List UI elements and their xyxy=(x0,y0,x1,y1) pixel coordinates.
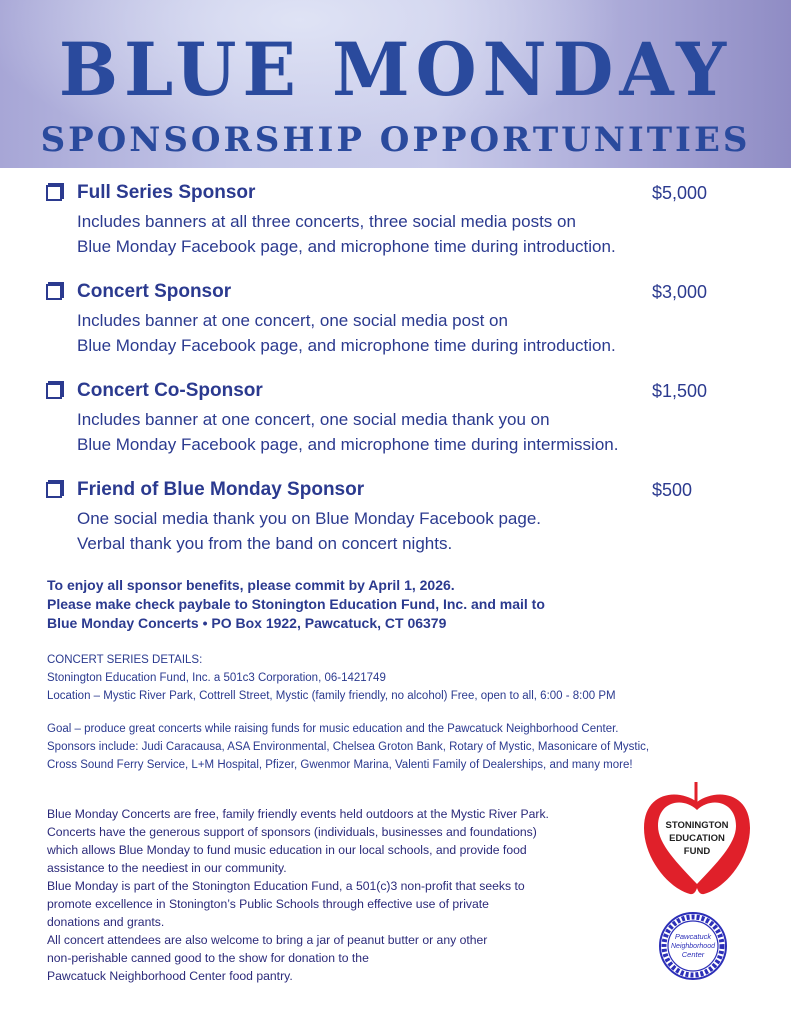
tier-concert-co-sponsor xyxy=(46,379,726,457)
about-line: donations and grants. xyxy=(47,915,165,929)
tier-desc-line: Blue Monday Facebook page, and microphone time during introduction. xyxy=(77,336,616,355)
checkbox-icon[interactable] xyxy=(46,284,62,300)
commit-line: To enjoy all sponsor benefits, please commit by April 1, 2026. xyxy=(47,577,455,593)
tier-desc-line: Includes banner at one concert, one social media thank you on xyxy=(77,410,550,429)
tier-name: Friend of Blue Monday Sponsor xyxy=(77,479,365,500)
about-line: Pawcatuck Neighborhood Center food pantry. xyxy=(47,969,293,983)
commit-instructions xyxy=(47,576,545,633)
tier-name: Concert Sponsor xyxy=(77,281,232,302)
header-banner xyxy=(0,0,791,168)
about-line: promote excellence in Stonington’s Public Schools through effective use of private xyxy=(47,897,489,911)
checkbox-icon[interactable] xyxy=(46,383,62,399)
tier-name: Concert Co-Sponsor xyxy=(77,380,263,401)
pawcatuck-neighborhood-center-seal xyxy=(657,910,729,982)
seal-text: Center xyxy=(681,950,705,959)
sponsors-line: Sponsors include: Judi Caracausa, ASA Environmental, Chelsea Groton Bank, Rotary of Mystic, Masonicare of Mystic, xyxy=(47,741,650,753)
tier-price: $1,500 xyxy=(652,381,708,401)
page-subtitle: SPONSORSHIP OPPORTUNITIES xyxy=(40,120,751,160)
about-line: assistance to the neediest in our community. xyxy=(47,861,287,875)
concert-series-details xyxy=(47,651,616,705)
seal-text: Pawcatuck xyxy=(674,932,712,941)
tier-desc-line: Verbal thank you from the band on concert nights. xyxy=(77,534,453,553)
tier-desc-line: Blue Monday Facebook page, and microphone time during introduction. xyxy=(77,237,616,256)
tier-desc-line: One social media thank you on Blue Monday Facebook page. xyxy=(77,509,542,528)
commit-line: Blue Monday Concerts • PO Box 1922, Pawcatuck, CT 06379 xyxy=(47,615,447,631)
checkbox-icon[interactable] xyxy=(46,185,62,201)
stonington-education-fund-logo xyxy=(638,780,758,900)
about-line: Concerts have the generous support of sponsors (individuals, businesses and foundations) xyxy=(47,825,537,839)
commit-line: Please make check paybale to Stonington Education Fund, Inc. and mail to xyxy=(47,596,545,612)
tier-full-series xyxy=(46,181,726,259)
tier-concert-sponsor xyxy=(46,280,726,358)
tier-price: $500 xyxy=(652,480,693,500)
about-paragraph xyxy=(47,805,647,985)
goal-and-sponsors xyxy=(47,720,649,774)
about-line: non-perishable canned good to the show for donation to the xyxy=(47,951,369,965)
about-line: Blue Monday Concerts are free, family friendly events held outdoors at the Mystic River Park. xyxy=(47,807,549,821)
tier-desc-line: Includes banners at all three concerts, three social media posts on xyxy=(77,212,576,231)
about-line: Blue Monday is part of the Stonington Education Fund, a 501(c)3 non-profit that seeks to xyxy=(47,879,525,893)
tier-desc-line: Blue Monday Facebook page, and microphone time during intermission. xyxy=(77,435,619,454)
details-line: Stonington Education Fund, Inc. a 501c3 Corporation, 06-1421749 xyxy=(47,672,386,684)
apple-logo-text: STONINGTON xyxy=(665,820,729,831)
tier-name: Full Series Sponsor xyxy=(77,182,256,203)
tier-friend xyxy=(46,478,726,556)
sponsors-line: Cross Sound Ferry Service, L+M Hospital, Pfizer, Gwenmor Marina, Valenti Family of Dealerships, and many more! xyxy=(47,759,633,771)
about-line: All concert attendees are also welcome to bring a jar of peanut butter or any other xyxy=(47,933,488,947)
apple-logo-text: FUND xyxy=(683,846,711,857)
page-title: BLUE MONDAY xyxy=(58,25,733,114)
tier-desc-line: Includes banner at one concert, one social media post on xyxy=(77,311,508,330)
seal-text: Neighborhood xyxy=(671,943,715,950)
tier-price: $3,000 xyxy=(652,282,708,302)
about-line: which allows Blue Monday to fund music education in our local schools, and provide food xyxy=(47,843,527,857)
goal-line: Goal – produce great concerts while raising funds for music education and the Pawcatuck Neighborhood Center. xyxy=(47,723,619,735)
apple-shape xyxy=(644,795,750,895)
checkbox-icon[interactable] xyxy=(46,482,62,498)
details-heading: CONCERT SERIES DETAILS: xyxy=(47,654,203,666)
details-line: Location – Mystic River Park, Cottrell Street, Mystic (family friendly, no alcohol) Free, open to all, 6:00 - 8:00 PM xyxy=(47,690,616,702)
tier-price: $5,000 xyxy=(652,183,708,203)
apple-logo-text: EDUCATION xyxy=(669,833,725,844)
